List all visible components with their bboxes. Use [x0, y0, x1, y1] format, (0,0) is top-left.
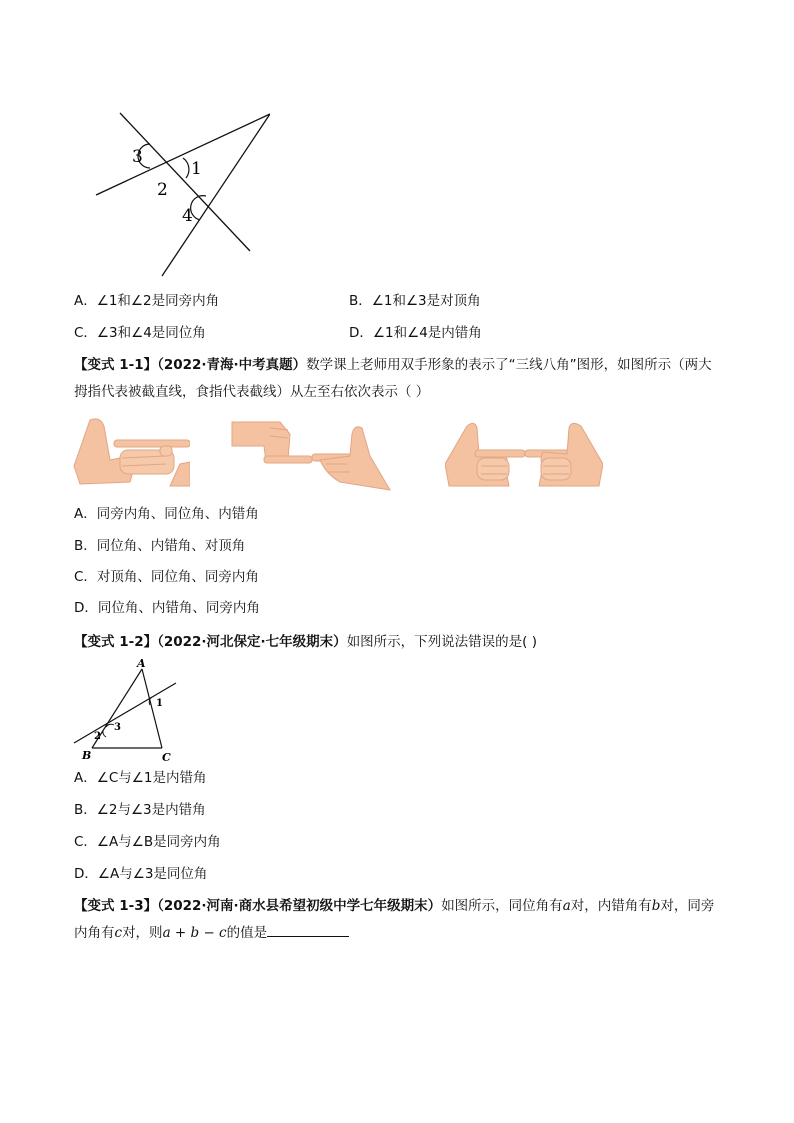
v11-option-d: D．同位角、内错角、同旁内角 — [74, 600, 260, 616]
angle-label-1: 1 — [191, 159, 202, 179]
v12-tag: 【变式 1-2】 — [74, 634, 158, 650]
v11-option-c: C．对顶角、同位角、同旁内角 — [74, 569, 259, 585]
angle-label-1: 1 — [156, 698, 163, 709]
q1-option-b: B．∠1和∠3是对顶角 — [349, 293, 481, 309]
hand-gesture-image-3 — [445, 420, 603, 488]
v13-stem-part4: 内角有 — [74, 925, 115, 941]
v12-option-a: A．∠C与∠1是内错角 — [74, 770, 207, 786]
transversal-line — [74, 683, 176, 743]
v11-stem-line2: 拇指代表被截直线，食指代表截线）从左至右依次表示（ ） — [74, 384, 430, 400]
angle-label-2: 2 — [94, 731, 101, 742]
v13-var-b: b — [651, 898, 661, 914]
vertex-label-b: B — [82, 749, 92, 762]
v12-stem — [74, 632, 537, 652]
v12-option-d: D．∠A与∠3是同位角 — [74, 866, 208, 882]
figure-three-lines — [90, 108, 270, 283]
v13-expression: a + b − c — [162, 925, 227, 941]
v13-stem-part6: 的值是 — [226, 925, 268, 941]
v12-option-b: B．∠2与∠3是内错角 — [74, 802, 206, 818]
angle-label-3: 3 — [114, 722, 121, 733]
angle-label-2: 2 — [157, 180, 168, 200]
v13-stem-part5: 对，则 — [122, 925, 163, 941]
angle-arc-4 — [191, 196, 206, 220]
v11-source: （2022·青海·中考真题） — [157, 357, 307, 373]
v11-stem — [74, 352, 720, 406]
answer-blank[interactable] — [267, 922, 349, 937]
angle-label-4: 4 — [182, 206, 193, 226]
transversal-line-3 — [162, 114, 270, 276]
v13-stem-part2: 对，内错角有 — [570, 898, 652, 914]
angle-arc-2-small — [103, 731, 106, 737]
vertex-label-c: C — [162, 751, 171, 764]
transversal-line-2 — [96, 114, 270, 195]
v11-option-a: A．同旁内角、同位角、内错角 — [74, 506, 259, 522]
v12-stem-text: 如图所示，下列说法错误的是( ) — [346, 634, 538, 650]
v11-tag: 【变式 1-1】 — [74, 357, 158, 373]
q1-option-a: A．∠1和∠2是同旁内角 — [74, 293, 220, 309]
v13-var-a: a — [562, 898, 571, 914]
vertex-label-a: A — [137, 657, 146, 670]
v13-stem — [74, 893, 720, 947]
transversal-line-1 — [120, 113, 250, 251]
v11-option-b: B．同位角、内错角、对顶角 — [74, 538, 246, 554]
q1-option-c: C．∠3和∠4是同位角 — [74, 325, 206, 341]
v13-stem-part1: 如图所示，同位角有 — [441, 898, 563, 914]
v12-option-c: C．∠A与∠B是同旁内角 — [74, 834, 221, 850]
v13-var-c: c — [114, 925, 123, 941]
figure-triangle — [70, 655, 182, 765]
v12-source: （2022·河北保定·七年级期末） — [157, 634, 347, 650]
q1-option-d: D．∠1和∠4是内错角 — [349, 325, 482, 341]
v13-tag: 【变式 1-3】 — [74, 898, 158, 914]
angle-label-3: 3 — [132, 147, 143, 167]
v13-source: （2022·河南·商水县希望初级中学七年级期末） — [157, 898, 442, 914]
hand-gesture-image-2 — [230, 420, 395, 492]
angle-arc-2 — [183, 158, 189, 178]
hand-gesture-image-1 — [70, 416, 190, 488]
v11-stem-line1: 数学课上老师用双手形象的表示了“三线八角”图形，如图所示（两大 — [306, 357, 712, 373]
v13-stem-part3: 对，同旁 — [660, 898, 715, 914]
